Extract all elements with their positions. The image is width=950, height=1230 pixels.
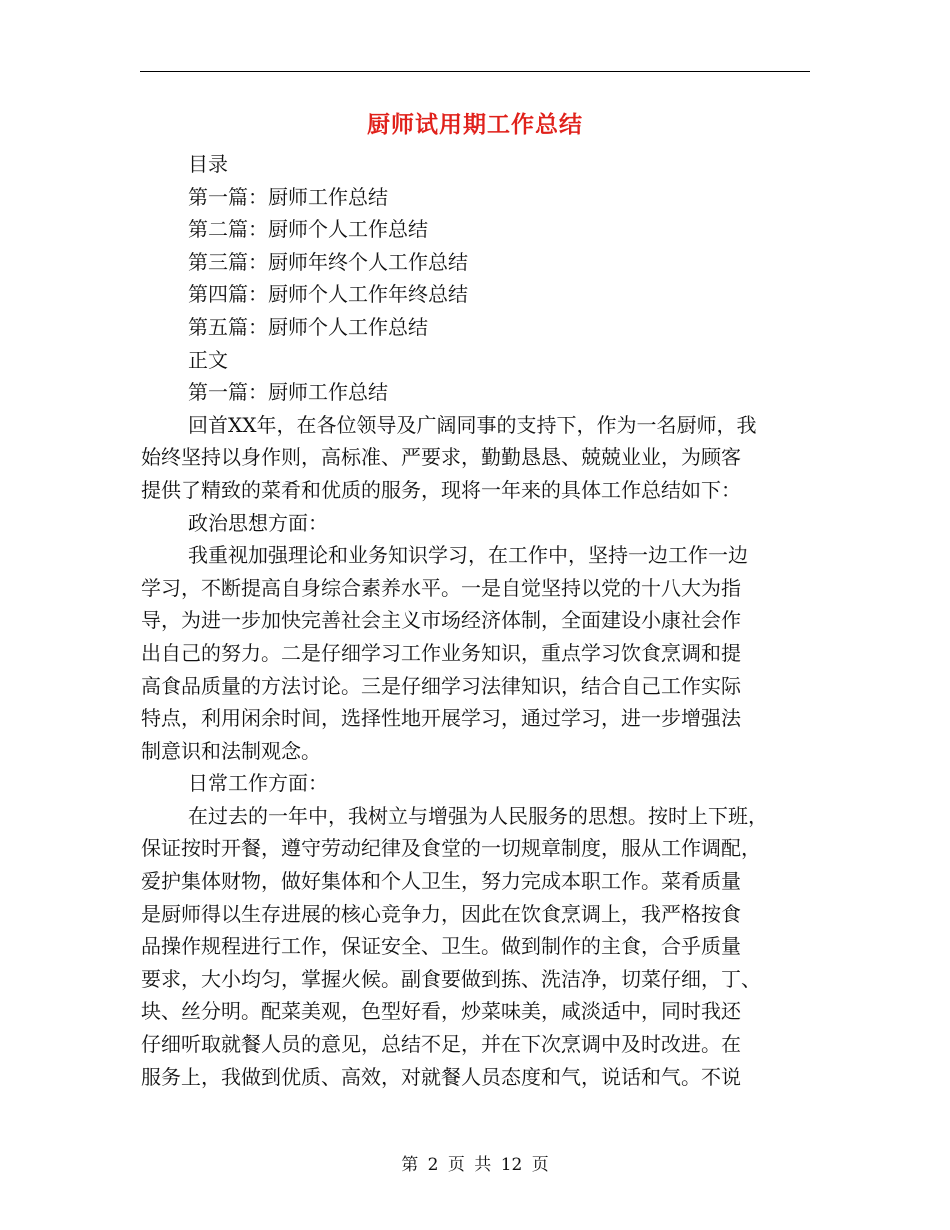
body-line: 第一篇：厨师工作总结 [188, 184, 388, 209]
body-line: 日常工作方面： [188, 771, 328, 796]
document-title: 厨师试用期工作总结 [367, 111, 583, 138]
body-line: 第三篇：厨师年终个人工作总结 [188, 249, 468, 274]
body-line: 始终坚持以身作则，高标准、严要求，勤勤恳恳、兢兢业业，为顾客 [141, 445, 741, 470]
body-line: 第四篇：厨师个人工作年终总结 [188, 282, 468, 307]
page-number-footer: 第 2 页 共 12 页 [401, 1155, 549, 1175]
body-line: 仔细听取就餐人员的意见，总结不足，并在下次烹调中及时改进。在 [141, 1032, 741, 1057]
body-line: 爱护集体财物，做好集体和个人卫生，努力完成本职工作。菜肴质量 [141, 869, 741, 894]
body-line: 目录 [188, 152, 228, 176]
body-line: 回首XX年，在各位领导及广阔同事的支持下，作为一名厨师，我 [188, 412, 757, 437]
body-line: 第五篇：厨师个人工作总结 [188, 314, 428, 339]
body-line: 出自己的努力。二是仔细学习工作业务知识，重点学习饮食烹调和提 [141, 640, 741, 665]
body-line: 正文 [188, 347, 228, 372]
body-line: 政治思想方面： [188, 510, 328, 535]
body-line: 导，为进一步加快完善社会主义市场经济体制，全面建设小康社会作 [141, 608, 741, 633]
body-line: 我重视加强理论和业务知识学习，在工作中，坚持一边工作一边 [188, 543, 748, 568]
body-line: 块、丝分明。配菜美观，色型好看，炒菜味美，咸淡适中，同时我还 [141, 999, 741, 1024]
body-line: 品操作规程进行工作，保证安全、卫生。做到制作的主食，合乎质量 [141, 934, 741, 959]
body-line: 在过去的一年中，我树立与增强为人民服务的思想。按时上下班， [188, 803, 768, 828]
body-line: 保证按时开餐，遵守劳动纪律及食堂的一切规章制度，服从工作调配， [141, 836, 761, 861]
body-line: 高食品质量的方法讨论。三是仔细学习法律知识，结合自己工作实际 [141, 673, 741, 698]
body-line: 特点，利用闲余时间，选择性地开展学习，通过学习，进一步增强法 [141, 706, 741, 731]
header-rule [140, 71, 810, 72]
body-line: 第一篇：厨师工作总结 [188, 380, 388, 405]
document-body [141, 148, 809, 1093]
body-line: 第二篇：厨师个人工作总结 [188, 217, 428, 242]
body-line: 制意识和法制观念。 [141, 738, 321, 763]
body-line: 学习，不断提高自身综合素养水平。一是自觉坚持以党的十八大为指 [141, 575, 741, 600]
body-line: 服务上，我做到优质、高效，对就餐人员态度和气，说话和气。不说 [141, 1064, 741, 1089]
body-line: 提供了精致的菜肴和优质的服务，现将一年来的具体工作总结如下： [141, 477, 741, 502]
body-line: 是厨师得以生存进展的核心竞争力，因此在饮食烹调上，我严格按食 [141, 901, 741, 926]
body-line: 要求，大小均匀，掌握火候。副食要做到拣、洗洁净，切菜仔细，丁、 [141, 966, 761, 991]
